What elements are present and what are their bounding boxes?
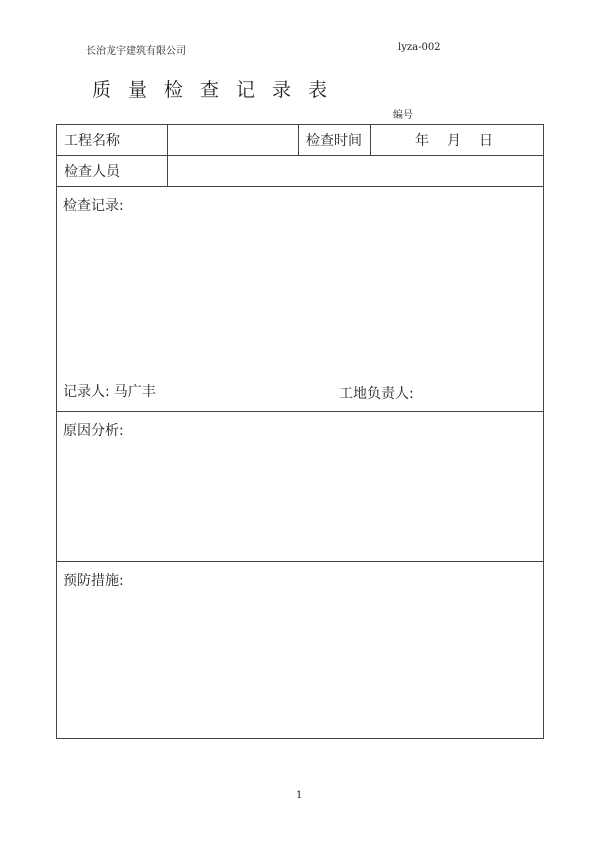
inspection-time-label-text: 检查时间 xyxy=(306,133,362,149)
date-month-label: 月 xyxy=(447,133,461,149)
project-name-label-text: 工程名称 xyxy=(64,133,120,149)
date-year-label: 年 xyxy=(415,133,429,149)
recorder xyxy=(63,381,156,401)
date-day-label: 日 xyxy=(479,133,493,149)
form-row-project xyxy=(57,125,543,156)
recorder-label: 记录人: xyxy=(63,384,110,400)
inspection-record-label: 检查记录: xyxy=(63,198,124,214)
project-name-label xyxy=(57,125,168,155)
project-name-field[interactable] xyxy=(168,125,299,155)
inspection-form xyxy=(56,124,544,739)
page-number: 1 xyxy=(296,790,303,801)
site-head-label: 工地负责人: xyxy=(339,386,414,402)
inspector-label xyxy=(57,156,168,186)
inspector-label-text: 检查人员 xyxy=(64,164,120,180)
recorder-name: 马广丰 xyxy=(113,384,156,400)
header-company: 长治龙宇建筑有限公司 xyxy=(86,46,186,57)
form-row-inspector xyxy=(57,156,543,187)
doc-number-label: 编号 xyxy=(393,110,413,121)
inspection-date-field[interactable] xyxy=(371,125,543,155)
cause-analysis-label: 原因分析: xyxy=(63,423,124,439)
inspection-record-section[interactable] xyxy=(57,187,543,412)
header-code: lyza-002 xyxy=(398,42,441,53)
prevention-section[interactable] xyxy=(57,562,543,739)
prevention-label: 预防措施: xyxy=(63,573,124,589)
cause-analysis-section[interactable] xyxy=(57,412,543,562)
inspection-time-label xyxy=(299,125,371,155)
page-title: 质量检查记录表 xyxy=(92,79,345,101)
inspector-field[interactable] xyxy=(168,156,543,186)
